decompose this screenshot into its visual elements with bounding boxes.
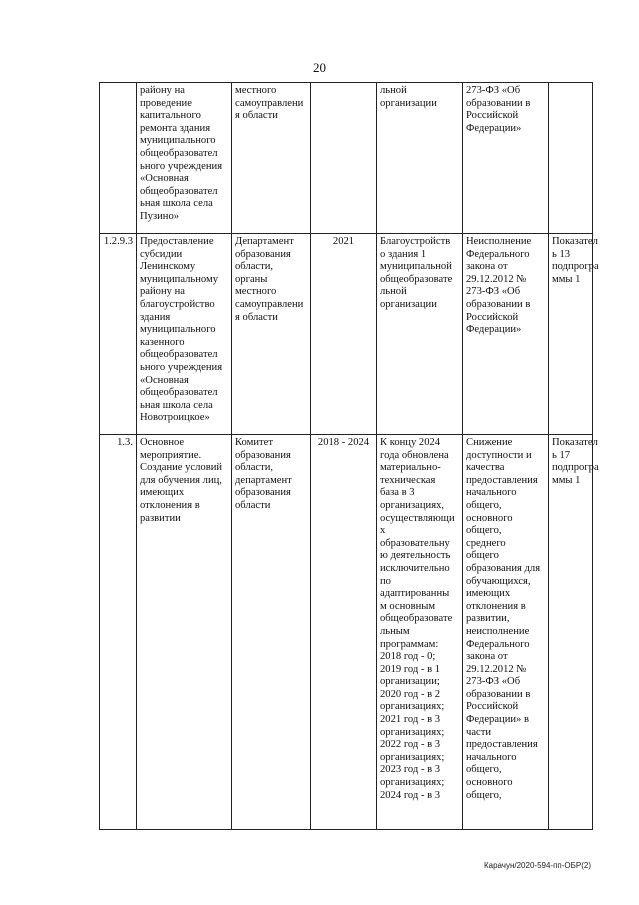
cell-line: я области bbox=[235, 311, 278, 323]
expected-result bbox=[377, 234, 463, 435]
cell-line: обучающихся, bbox=[466, 575, 531, 587]
cell-line: Создание условий bbox=[140, 462, 223, 474]
cell-line: льной bbox=[380, 85, 407, 96]
indicator-link bbox=[549, 234, 599, 435]
cell-line: подпрогра bbox=[552, 462, 599, 474]
cell-line: общеобразовател bbox=[140, 349, 218, 361]
cell-line: муниципальному bbox=[140, 273, 219, 285]
cell-line: качества bbox=[466, 462, 505, 474]
executor bbox=[232, 234, 311, 435]
cell-line: Снижение bbox=[466, 437, 513, 448]
measure-name bbox=[137, 435, 232, 830]
cell-line: закона от bbox=[466, 651, 508, 663]
cell-line: Показател bbox=[552, 236, 598, 247]
cell-line: отклонения в bbox=[140, 499, 200, 511]
cell-line: база в 3 bbox=[380, 487, 415, 499]
cell-line: образования bbox=[235, 449, 291, 461]
cell-line: имеющих bbox=[466, 588, 511, 600]
cell-line: ь 17 bbox=[552, 449, 571, 461]
cell-line: Комитет bbox=[235, 437, 273, 448]
cell-line: общеобразовател bbox=[140, 387, 218, 399]
period bbox=[311, 83, 377, 234]
row-number: 1.3. bbox=[100, 435, 137, 830]
cell-line: Показател bbox=[552, 437, 598, 448]
cell-line: образовании в bbox=[466, 97, 531, 109]
cell-line: адаптированны bbox=[380, 588, 450, 600]
cell-line: 2022 год - в 3 bbox=[380, 739, 441, 751]
cell-line: Департамент bbox=[235, 236, 294, 247]
cell-line: льным bbox=[380, 625, 410, 637]
program-table bbox=[99, 82, 599, 830]
cell-line: Российской bbox=[466, 110, 519, 122]
cell-line: благоустройство bbox=[140, 298, 215, 310]
cell-line: здания bbox=[140, 311, 171, 323]
page-number: 20 bbox=[313, 60, 326, 75]
period: 2018 - 2024 bbox=[311, 435, 377, 830]
cell-line: мероприятие. bbox=[140, 449, 202, 461]
cell-line: общего, bbox=[466, 499, 502, 511]
cell-line: области, bbox=[235, 261, 274, 273]
cell-line: организациях; bbox=[380, 726, 445, 738]
cell-line: ммы 1 bbox=[552, 273, 581, 285]
cell-line: программам: bbox=[380, 638, 439, 650]
cell-line: органы bbox=[235, 273, 268, 285]
cell-line: для обучения лиц, bbox=[140, 474, 222, 486]
cell-line: льной bbox=[380, 286, 407, 298]
cell-line: общего, bbox=[466, 764, 502, 776]
cell-line: муниципального bbox=[140, 324, 216, 336]
cell-line: я области bbox=[235, 110, 278, 122]
cell-line: 2019 год - в 1 bbox=[380, 663, 441, 675]
cell-line: исключительно bbox=[380, 562, 450, 574]
cell-line: развитии bbox=[140, 512, 181, 524]
cell-line: Пузино» bbox=[140, 210, 180, 222]
cell-line: общеобразовател bbox=[140, 147, 218, 159]
cell-line: техническая bbox=[380, 474, 436, 486]
cell-line: 273-ФЗ «Об bbox=[466, 286, 521, 298]
cell-line: 29.12.2012 № bbox=[466, 273, 527, 285]
cell-line: организациях; bbox=[380, 777, 445, 789]
row-number: 1.2.9.3 bbox=[100, 234, 137, 435]
cell-line: ьная школа села bbox=[140, 399, 213, 411]
executor bbox=[232, 83, 311, 234]
row-number bbox=[100, 83, 137, 234]
cell-line: закона от bbox=[466, 261, 508, 273]
cell-line: «Основная bbox=[140, 173, 189, 185]
cell-line: муниципального bbox=[140, 135, 216, 147]
cell-line: 273-ФЗ «Об bbox=[466, 676, 521, 688]
cell-line: капитального bbox=[140, 110, 201, 122]
cell-line: материально- bbox=[380, 462, 441, 474]
cell-line: отклонения в bbox=[466, 600, 526, 612]
cell-line: 29.12.2012 № bbox=[466, 663, 527, 675]
expected-result bbox=[377, 83, 463, 234]
cell-line: району на bbox=[140, 286, 185, 298]
cell-line: общеобразовате bbox=[380, 273, 453, 285]
cell-line: «Основная bbox=[140, 374, 189, 386]
cell-line: основного bbox=[466, 777, 513, 789]
cell-line: ьного учреждения bbox=[140, 361, 223, 373]
table-row bbox=[100, 83, 593, 234]
cell-line: о здания 1 bbox=[380, 248, 427, 260]
cell-line: Российской bbox=[466, 311, 519, 323]
cell-line: организации bbox=[380, 97, 437, 109]
cell-line: ь 13 bbox=[552, 248, 571, 260]
expected-result bbox=[377, 435, 463, 830]
consequence bbox=[463, 234, 549, 435]
cell-line: неисполнение bbox=[466, 625, 530, 637]
cell-line: образования bbox=[235, 487, 291, 499]
cell-line: ю деятельность bbox=[380, 550, 451, 562]
cell-line: подпрогра bbox=[552, 261, 599, 273]
cell-line: общего, bbox=[466, 525, 502, 537]
cell-line: общеобразовате bbox=[380, 613, 453, 625]
cell-line: Ленинскому bbox=[140, 261, 196, 273]
cell-line: 2018 год - 0; bbox=[380, 651, 436, 663]
cell-line: х bbox=[380, 525, 386, 537]
cell-line: области, bbox=[235, 462, 274, 474]
cell-line: начального bbox=[466, 487, 517, 499]
cell-line: муниципальной bbox=[380, 261, 452, 273]
cell-line: проведение bbox=[140, 97, 192, 109]
cell-line: развитии, bbox=[466, 613, 510, 625]
cell-line: Основное bbox=[140, 437, 185, 448]
cell-line: года обновлена bbox=[380, 449, 449, 461]
cell-line: начального bbox=[466, 751, 517, 763]
cell-line: ремонта здания bbox=[140, 122, 211, 134]
cell-line: самоуправлени bbox=[235, 97, 304, 109]
cell-line: Предоставление bbox=[140, 236, 214, 247]
cell-line: казенного bbox=[140, 336, 185, 348]
executor bbox=[232, 435, 311, 830]
consequence bbox=[463, 83, 549, 234]
cell-line: 2024 год - в 3 bbox=[380, 789, 441, 801]
cell-line: Федерации» в bbox=[466, 714, 529, 726]
cell-line: образования bbox=[235, 248, 291, 260]
cell-line: имеющих bbox=[140, 487, 185, 499]
measure-name bbox=[137, 234, 232, 435]
cell-line: предоставления bbox=[466, 739, 538, 751]
cell-line: местного bbox=[235, 85, 277, 96]
cell-line: ммы 1 bbox=[552, 474, 581, 486]
cell-line: Благоустройств bbox=[380, 236, 451, 247]
cell-line: предоставления bbox=[466, 474, 538, 486]
cell-line: 273-ФЗ «Об bbox=[466, 85, 521, 96]
cell-line: ьная школа села bbox=[140, 198, 213, 210]
cell-line: части bbox=[466, 726, 492, 738]
cell-line: образовании в bbox=[466, 298, 531, 310]
cell-line: К концу 2024 bbox=[380, 437, 441, 448]
cell-line: образовании в bbox=[466, 688, 531, 700]
cell-line: Федерации» bbox=[466, 324, 522, 336]
cell-line: организациях; bbox=[380, 751, 445, 763]
cell-line: общего, bbox=[466, 789, 502, 801]
cell-line: самоуправлени bbox=[235, 298, 304, 310]
cell-line: м основным bbox=[380, 600, 436, 612]
cell-line: доступности и bbox=[466, 449, 532, 461]
indicator-link bbox=[549, 435, 599, 830]
cell-line: организации; bbox=[380, 676, 440, 688]
table-row bbox=[100, 234, 593, 435]
cell-line: Новотроицкое» bbox=[140, 412, 210, 424]
cell-line: Федерации» bbox=[466, 122, 522, 134]
cell-line: общего bbox=[466, 550, 499, 562]
cell-line: образования для bbox=[466, 562, 541, 574]
cell-line: Неисполнение bbox=[466, 236, 532, 247]
cell-line: общеобразовател bbox=[140, 185, 218, 197]
cell-line: 2020 год - в 2 bbox=[380, 688, 441, 700]
cell-line: Российской bbox=[466, 701, 519, 713]
cell-line: Федерального bbox=[466, 248, 530, 260]
cell-line: Федерального bbox=[466, 638, 530, 650]
period: 2021 bbox=[311, 234, 377, 435]
cell-line: по bbox=[380, 575, 391, 587]
cell-line: районy на bbox=[140, 85, 185, 96]
cell-line: департамент bbox=[235, 474, 292, 486]
cell-line: основного bbox=[466, 512, 513, 524]
cell-line: осуществляющи bbox=[380, 512, 455, 524]
cell-line: 2023 год - в 3 bbox=[380, 764, 441, 776]
indicator-link bbox=[549, 83, 593, 234]
cell-line: 2021 год - в 3 bbox=[380, 714, 441, 726]
table-row bbox=[100, 435, 593, 830]
cell-line: области bbox=[235, 499, 271, 511]
cell-line: ьного учреждения bbox=[140, 160, 223, 172]
cell-line: организациях, bbox=[380, 499, 445, 511]
cell-line: субсидии bbox=[140, 248, 183, 260]
cell-line: организациях; bbox=[380, 701, 445, 713]
cell-line: образовательну bbox=[380, 537, 450, 549]
cell-line: среднего bbox=[466, 537, 506, 549]
document-footer-code: Карачун/2020-594-пп-ОБР(2) bbox=[483, 861, 591, 870]
cell-line: организации bbox=[380, 298, 437, 310]
consequence bbox=[463, 435, 549, 830]
cell-line: местного bbox=[235, 286, 277, 298]
measure-name bbox=[137, 83, 232, 234]
